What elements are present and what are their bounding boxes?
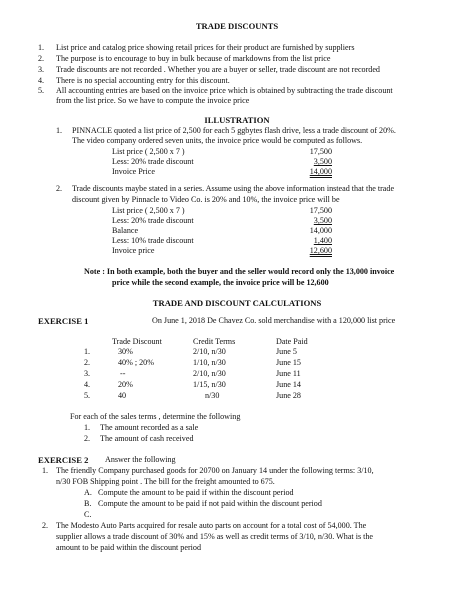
computation-label: Less: 20% trade discount — [112, 216, 194, 225]
table-cell-date: June 5 — [276, 347, 297, 356]
computation-value: 3,500 — [313, 216, 332, 225]
table-row-number: 4. — [84, 380, 91, 389]
table-cell-date: June 28 — [276, 391, 301, 400]
list-item: The purpose is to encourage to buy in bulk because of markdowns from the list price — [56, 54, 331, 63]
question-text: supplier allows a trade discount of 30% and 15% as well as credit terms of 3/10, n/30. What is the — [56, 532, 374, 541]
list-number: 3. — [38, 65, 45, 74]
column-header-terms: Credit Terms — [193, 337, 236, 346]
sub-letter: A. — [84, 488, 92, 497]
question-text: The Modesto Auto Parts acquired for resale auto parts on account for a total cost of 54,000. The — [56, 521, 367, 530]
list-item: There is no special accounting entry for this discount. — [56, 76, 230, 85]
table-cell-terms: n/30 — [205, 391, 220, 400]
example-text: The video company ordered seven units, the invoice price would be computed as follows. — [72, 136, 363, 145]
example-text: Trade discounts maybe stated in a series. Assume using the above information instead that the trade — [72, 184, 395, 193]
question-text: The friendly Company purchased goods for 20700 on January 14 under the following terms: 3/10, — [56, 466, 374, 475]
table-cell-discount: -- — [120, 369, 126, 378]
list-item: All accounting entries are based on the invoice price which is obtained by subtracting the trade discount — [56, 86, 393, 95]
list-number: 2. — [84, 434, 91, 443]
calculations-heading: TRADE AND DISCOUNT CALCULATIONS — [152, 298, 322, 308]
table-cell-date: June 15 — [276, 358, 301, 367]
column-header-discount: Trade Discount — [112, 337, 162, 346]
computation-label: List price ( 2,500 x 7 ) — [112, 206, 185, 215]
computation-value: 14,000 — [309, 226, 332, 235]
computation-value: 17,500 — [309, 206, 332, 215]
table-row-number: 2. — [84, 358, 91, 367]
list-number: 1. — [38, 43, 45, 52]
computation-value: 17,500 — [309, 147, 332, 156]
question-text: amount to be paid within the discount period — [56, 543, 201, 552]
list-item-continuation: from the list price. So we have to compute the invoice price — [56, 96, 250, 105]
sub-letter: C. — [84, 510, 92, 519]
list-item: The amount of cash received — [100, 434, 194, 443]
exercise-text: On June 1, 2018 De Chavez Co. sold merchandise with a 120,000 list price — [152, 316, 396, 325]
note-text: price while the second example, the invoice price will be 12,600 — [112, 278, 329, 287]
example-number: 2. — [56, 184, 63, 193]
computation-value: 1,400 — [313, 236, 332, 245]
exercise-label: EXERCISE 2 — [38, 455, 89, 465]
list-number: 5. — [38, 86, 45, 95]
table-cell-discount: 30% — [118, 347, 133, 356]
table-cell-date: June 14 — [276, 380, 301, 389]
example-text: discount given by Pinnacle to Video Co. is 20% and 10%, the invoice price will be — [72, 195, 340, 204]
sub-question: Compute the amount to be paid if not paid within the discount period — [98, 499, 322, 508]
computation-label: Invoice Price — [112, 167, 155, 176]
computation-label: Balance — [112, 226, 139, 235]
computation-label: List price ( 2,500 x 7 ) — [112, 147, 185, 156]
sub-question: Compute the amount to be paid if within the discount period — [98, 488, 294, 497]
question-number: 2. — [42, 521, 49, 530]
computation-label: Invoice price — [112, 246, 155, 255]
table-row-number: 5. — [84, 391, 91, 400]
computation-label: Less: 20% trade discount — [112, 157, 194, 166]
table-row-number: 3. — [84, 369, 91, 378]
table-cell-terms: 2/10, n/30 — [193, 369, 226, 378]
list-number: 2. — [38, 54, 45, 63]
exercise-label: EXERCISE 1 — [38, 316, 89, 326]
example-number: 1. — [56, 126, 63, 135]
list-number: 4. — [38, 76, 45, 85]
table-cell-terms: 1/15, n/30 — [193, 380, 226, 389]
table-cell-discount: 20% — [118, 380, 133, 389]
question-number: 1. — [42, 466, 49, 475]
table-cell-discount: 40 — [118, 391, 127, 400]
table-cell-date: June 11 — [276, 369, 301, 378]
table-row-number: 1. — [84, 347, 91, 356]
page-title: TRADE DISCOUNTS — [195, 21, 279, 31]
question-text: n/30 FOB Shipping point . The bill for the freight amounted to 675. — [56, 477, 275, 486]
list-item: Trade discounts are not recorded . Whether you are a buyer or seller, trade discount are not recorded — [56, 65, 380, 74]
computation-value: 12,600 — [309, 246, 332, 255]
list-number: 1. — [84, 423, 91, 432]
computation-value: 14,000 — [309, 167, 332, 176]
table-cell-terms: 2/10, n/30 — [193, 347, 226, 356]
table-cell-discount: 40% ; 20% — [118, 358, 154, 367]
list-item: The amount recorded as a sale — [100, 423, 199, 432]
exercise-prompt: Answer the following — [105, 455, 176, 464]
illustration-heading: ILLUSTRATION — [204, 115, 270, 125]
computation-value: 3,500 — [313, 157, 332, 166]
table-cell-terms: 1/10, n/30 — [193, 358, 226, 367]
note-text: Note : In both example, both the buyer and the seller would record only the 13,000 invoice — [84, 267, 395, 276]
column-header-date: Date Paid — [276, 337, 308, 346]
sub-letter: B. — [84, 499, 92, 508]
computation-label: Less: 10% trade discount — [112, 236, 194, 245]
exercise-prompt: For each of the sales terms , determine the following — [70, 412, 241, 421]
example-text: PINNACLE quoted a list price of 2,500 for each 5 ggbytes flash drive, less a trade discount of 20%. — [72, 126, 396, 135]
list-item: List price and catalog price showing retail prices for their product are furnished by suppliers — [56, 43, 355, 52]
